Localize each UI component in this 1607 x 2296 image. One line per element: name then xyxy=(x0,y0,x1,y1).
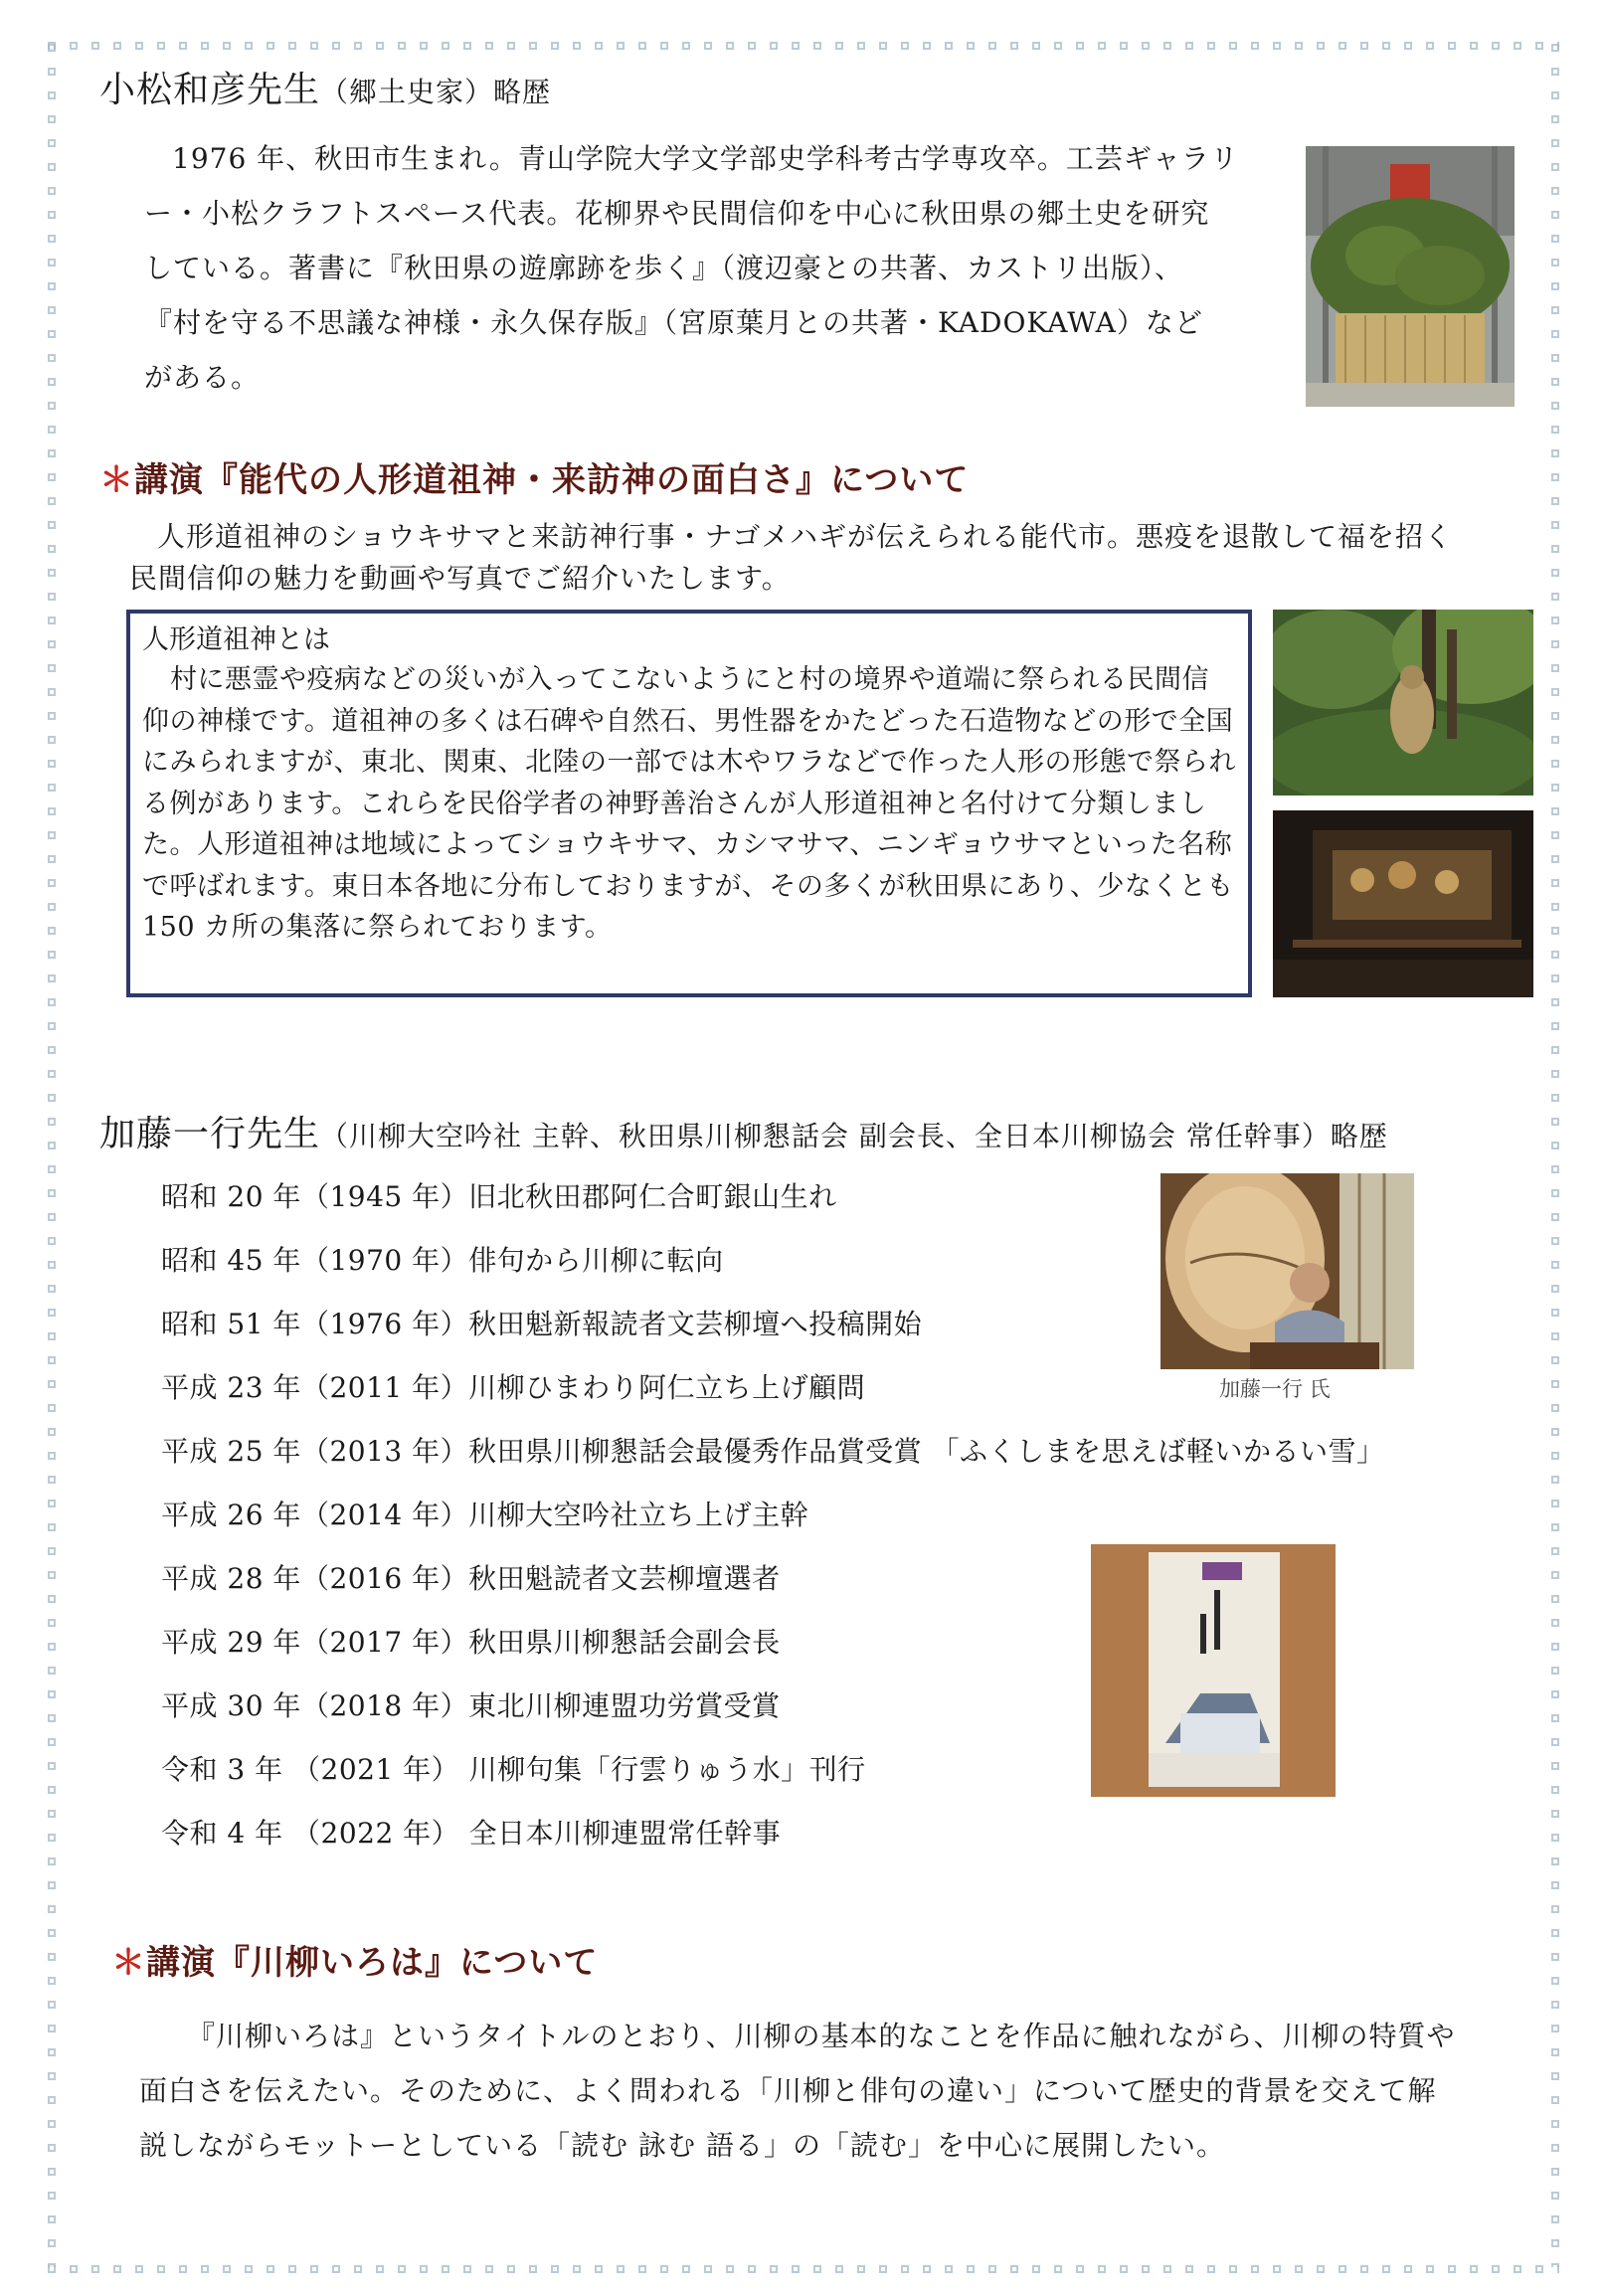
timeline-text: 旧北秋田郡阿仁合町銀山生れ xyxy=(468,1180,837,1213)
timeline-era: 平成 26 年 xyxy=(161,1499,301,1531)
lecture1-title xyxy=(99,452,969,501)
kato-name: 加藤一行先生 xyxy=(99,1114,321,1154)
kato-portrait-photo xyxy=(1161,1173,1414,1369)
timeline-text: 川柳句集「行雲りゅう水」刊行 xyxy=(459,1753,866,1786)
book-cover-photo xyxy=(1091,1544,1336,1797)
timeline-year: （2018 年） xyxy=(300,1689,469,1722)
kato-heading xyxy=(99,1106,1388,1156)
timeline-year: （2017 年） xyxy=(300,1626,469,1659)
info-box-title: 人形道祖神とは xyxy=(142,624,330,655)
timeline-text: 俳句から川柳に転向 xyxy=(468,1244,724,1277)
forest-doll-photo xyxy=(1273,610,1533,795)
timeline-text: 秋田県川柳懇話会最優秀作品賞受賞 「ふくしまを思えば軽いかるい雪」 xyxy=(468,1435,1385,1468)
asterisk-icon: ＊ xyxy=(111,1943,146,1983)
border-bottom xyxy=(48,2265,1559,2275)
timeline-row xyxy=(161,1812,1454,1875)
timeline-year: （2021 年） xyxy=(282,1753,460,1786)
timeline-era: 令和 4 年 xyxy=(161,1817,283,1850)
kato-caption: 加藤一行 氏 xyxy=(1219,1377,1331,1401)
timeline-text: 東北川柳連盟功労賞受賞 xyxy=(468,1689,781,1722)
timeline-era: 令和 3 年 xyxy=(161,1753,283,1786)
info-box xyxy=(126,610,1252,997)
timeline-text: 秋田魁読者文芸柳壇選者 xyxy=(468,1562,781,1595)
lecture2-title-text: 講演『川柳いろは』について xyxy=(146,1943,599,1983)
lecture2-line: 『川柳いろは』というタイトルのとおり、川柳の基本的なことを作品に触れながら、川柳の特質や xyxy=(187,2020,1456,2052)
timeline-year: （2016 年） xyxy=(300,1562,469,1595)
timeline-text: 川柳大空吟社立ち上げ主幹 xyxy=(468,1499,809,1531)
timeline-era: 昭和 20 年 xyxy=(161,1180,301,1213)
komatsu-bio xyxy=(144,131,1288,405)
timeline-era: 平成 25 年 xyxy=(161,1435,301,1468)
timeline-row xyxy=(161,1430,1454,1494)
border-left xyxy=(48,44,58,2267)
timeline-era: 平成 28 年 xyxy=(161,1562,301,1595)
timeline-year: （1976 年） xyxy=(300,1308,469,1340)
timeline-year: （2011 年） xyxy=(300,1371,469,1404)
lecture2-title xyxy=(111,1935,598,1984)
info-box-body: 村に悪霊や疫病などの災いが入ってこないようにと村の境界や道端に祭られる民間信仰の神様です。道祖神の多くは石碑や自然石、男性器をかたどった石造物などの形で全国にみられますが、東北、関東、北陸の一部では木やワラなどで作った人形の形態で祭られる例があります。これらを民俗学者の神野善治さんが人形道祖神と名付けて分類しました。人形道祖神は地域によってショウキサマ、カシマサマ、ニンギョウサマといった名称で呼ばれます。東日本各地に分布しておりますが、その多くが秋田県にあり、少なくとも 150 カ所の集落に祭られております。 xyxy=(142,664,1236,943)
timeline-era: 平成 29 年 xyxy=(161,1626,301,1659)
timeline-year: （1970 年） xyxy=(300,1244,469,1277)
timeline-era: 平成 23 年 xyxy=(161,1371,301,1404)
bio-line: している。著書に『秋田県の遊廓跡を歩く』（渡辺豪との共著、カストリ出版）、 xyxy=(144,252,1184,284)
bio-line: 1976 年、秋田市生まれ。青山学院大学文学部史学科考古学専攻卒。工芸ギャラリ xyxy=(172,142,1239,175)
timeline-text: 全日本川柳連盟常任幹事 xyxy=(459,1817,782,1850)
timeline-year: （1945 年） xyxy=(300,1180,469,1213)
lecture1-line: 民間信仰の魅力を動画や写真でご紹介いたします。 xyxy=(129,562,791,595)
timeline-era: 昭和 45 年 xyxy=(161,1244,301,1277)
timeline-text: 秋田魁新報読者文芸柳壇へ投稿開始 xyxy=(468,1308,923,1340)
kato-role: （川柳大空吟社 主幹、秋田県川柳懇話会 副会長、全日本川柳協会 常任幹事）略歴 xyxy=(320,1120,1388,1152)
bio-line: ー・小松クラフトスペース代表。花柳界や民間信仰を中心に秋田県の郷土史を研究 xyxy=(144,197,1210,230)
timeline-year: （2013 年） xyxy=(300,1435,469,1468)
border-right xyxy=(1551,44,1561,2267)
lecture2-line: 説しながらモットーとしている「読む 詠む 語る」の「読む」を中心に展開したい。 xyxy=(139,2129,1225,2162)
night-shrine-photo xyxy=(1273,810,1533,997)
bio-line: 『村を守る不思議な神様・永久保存版』（宮原葉月との共著・KADOKAWA）など xyxy=(144,306,1203,339)
lecture1-line: 人形道祖神のショウキサマと来訪神行事・ナゴメハギが伝えられる能代市。悪疫を退散して福を招く xyxy=(157,520,1454,553)
lecture1-body xyxy=(129,516,1541,600)
timeline-text: 川柳ひまわり阿仁立ち上げ顧問 xyxy=(468,1371,866,1404)
timeline-year: （2014 年） xyxy=(300,1499,469,1531)
timeline-text: 秋田県川柳懇話会副会長 xyxy=(468,1626,781,1659)
komatsu-heading xyxy=(99,62,551,112)
lecture2-line: 面白さを伝えたい。そのために、よく問われる「川柳と俳句の違い」について歴史的背景を交えて解 xyxy=(139,2074,1437,2107)
komatsu-name: 小松和彦先生 xyxy=(99,70,321,110)
timeline-era: 昭和 51 年 xyxy=(161,1308,301,1340)
komatsu-role: （郷土史家）略歴 xyxy=(320,76,552,108)
lecture1-title-text: 講演『能代の人形道祖神・来訪神の面白さ』について xyxy=(134,460,970,500)
shoki-sama-photo xyxy=(1306,146,1515,407)
timeline-year: （2022 年） xyxy=(282,1817,460,1850)
border-top xyxy=(48,42,1559,52)
asterisk-icon: ＊ xyxy=(99,460,134,500)
timeline-era: 平成 30 年 xyxy=(161,1689,301,1722)
lecture2-body xyxy=(139,2009,1551,2173)
bio-line: がある。 xyxy=(144,361,261,394)
